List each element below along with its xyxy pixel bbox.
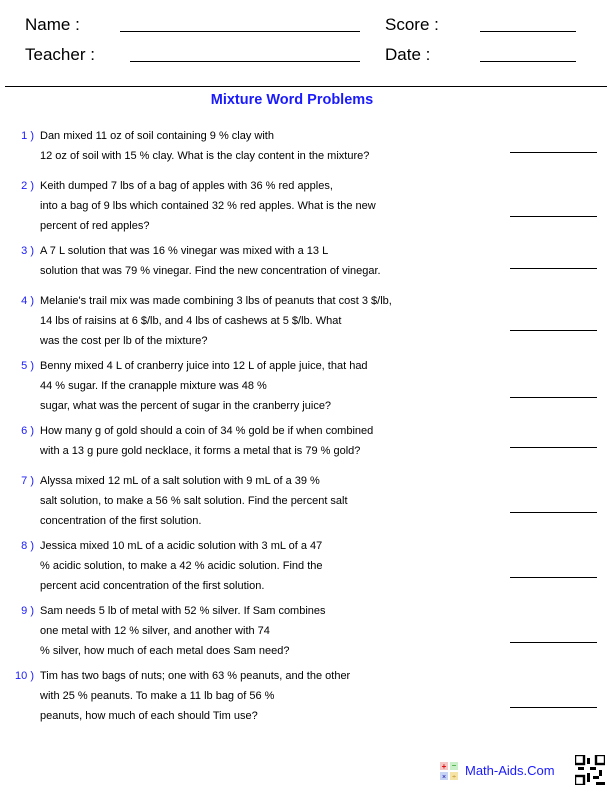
problem-number: 5 ) — [21, 360, 34, 372]
problem-text-line: Jessica mixed 10 mL of a acidic solution with 3 mL of a 47 — [40, 540, 323, 552]
problem-text-line: sugar, what was the percent of sugar in the cranberry juice? — [40, 400, 332, 412]
answer-blank[interactable] — [510, 642, 597, 643]
name-field[interactable] — [120, 31, 360, 32]
problem-text-line: 14 lbs of raisins at 6 $/lb, and 4 lbs of cashews at 5 $/lb. What — [40, 315, 342, 327]
problem-text-line: was the cost per lb of the mixture? — [40, 335, 208, 347]
answer-blank[interactable] — [510, 512, 597, 513]
answer-blank[interactable] — [510, 397, 597, 398]
problem-number: 10 ) — [15, 670, 34, 682]
problem-number: 6 ) — [21, 425, 34, 437]
answer-blank[interactable] — [510, 707, 597, 708]
problem-text-line: with a 13 g pure gold necklace, it forms a metal that is 79 % gold? — [40, 445, 361, 457]
problem-text-line: concentration of the first solution. — [40, 515, 202, 527]
problem-text-line: into a bag of 9 lbs which contained 32 % red apples. What is the new — [40, 200, 376, 212]
problem-number: 4 ) — [21, 295, 34, 307]
answer-blank[interactable] — [510, 216, 597, 217]
problem-text-line: 12 oz of soil with 15 % clay. What is the clay content in the mixture? — [40, 150, 370, 162]
problem-text-line: 44 % sugar. If the cranapple mixture was 48 % — [40, 380, 267, 392]
problem-text-line: Keith dumped 7 lbs of a bag of apples with 36 % red apples, — [40, 180, 333, 192]
date-label: Date : — [385, 45, 431, 64]
problem-text-line: peanuts, how much of each should Tim use? — [40, 710, 258, 722]
problem-text-line: Tim has two bags of nuts; one with 63 % peanuts, and the other — [40, 670, 351, 682]
svg-text:÷: ÷ — [452, 774, 456, 780]
answer-blank[interactable] — [510, 268, 597, 269]
problem-text-line: percent acid concentration of the first solution. — [40, 580, 265, 592]
problem-text-line: A 7 L solution that was 16 % vinegar was mixed with a 13 L — [40, 245, 329, 257]
teacher-label: Teacher : — [25, 45, 95, 64]
problem-text-line: Sam needs 5 lb of metal with 52 % silver. If Sam combines — [40, 605, 326, 617]
problem-number: 2 ) — [21, 180, 34, 192]
problem-text-line: salt solution, to make a 56 % salt solution. Find the percent salt — [40, 495, 348, 507]
math-aids-logo-icon — [440, 762, 458, 780]
problem-text-line: Dan mixed 11 oz of soil containing 9 % clay with — [40, 130, 274, 142]
problem-text-line: % silver, how much of each metal does Sam need? — [40, 645, 290, 657]
answer-blank[interactable] — [510, 447, 597, 448]
problem-text-line: solution that was 79 % vinegar. Find the new concentration of vinegar. — [40, 265, 381, 277]
qr-code-icon — [575, 755, 605, 785]
date-field[interactable] — [480, 61, 576, 62]
problem-text-line: Benny mixed 4 L of cranberry juice into 12 L of apple juice, that had — [40, 360, 368, 372]
problem-text-line: Melanie's trail mix was made combining 3 lbs of peanuts that cost 3 $/lb, — [40, 295, 392, 307]
problem-number: 1 ) — [21, 130, 34, 142]
problem-text-line: percent of red apples? — [40, 220, 150, 232]
teacher-field[interactable] — [130, 61, 360, 62]
score-field[interactable] — [480, 31, 576, 32]
answer-blank[interactable] — [510, 152, 597, 153]
problem-number: 8 ) — [21, 540, 34, 552]
brand-link[interactable]: Math-Aids.Com — [465, 763, 555, 778]
name-label: Name : — [25, 15, 80, 34]
problem-number: 7 ) — [21, 475, 34, 487]
answer-blank[interactable] — [510, 577, 597, 578]
svg-text:×: × — [441, 774, 447, 780]
header-divider — [5, 86, 607, 87]
svg-text:−: − — [451, 762, 457, 770]
answer-blank[interactable] — [510, 330, 597, 331]
problem-text-line: with 25 % peanuts. To make a 11 lb bag of 56 % — [40, 690, 275, 702]
page-title: Mixture Word Problems — [210, 92, 374, 108]
problem-text-line: Alyssa mixed 12 mL of a salt solution with 9 mL of a 39 % — [40, 475, 320, 487]
problem-text-line: one metal with 12 % silver, and another with 74 — [40, 625, 270, 637]
problem-text-line: How many g of gold should a coin of 34 % gold be if when combined — [40, 425, 374, 437]
svg-text:+: + — [441, 762, 447, 771]
score-label: Score : — [385, 15, 439, 34]
problem-number: 3 ) — [21, 245, 34, 257]
problem-number: 9 ) — [21, 605, 34, 617]
problem-text-line: % acidic solution, to make a 42 % acidic solution. Find the — [40, 560, 323, 572]
